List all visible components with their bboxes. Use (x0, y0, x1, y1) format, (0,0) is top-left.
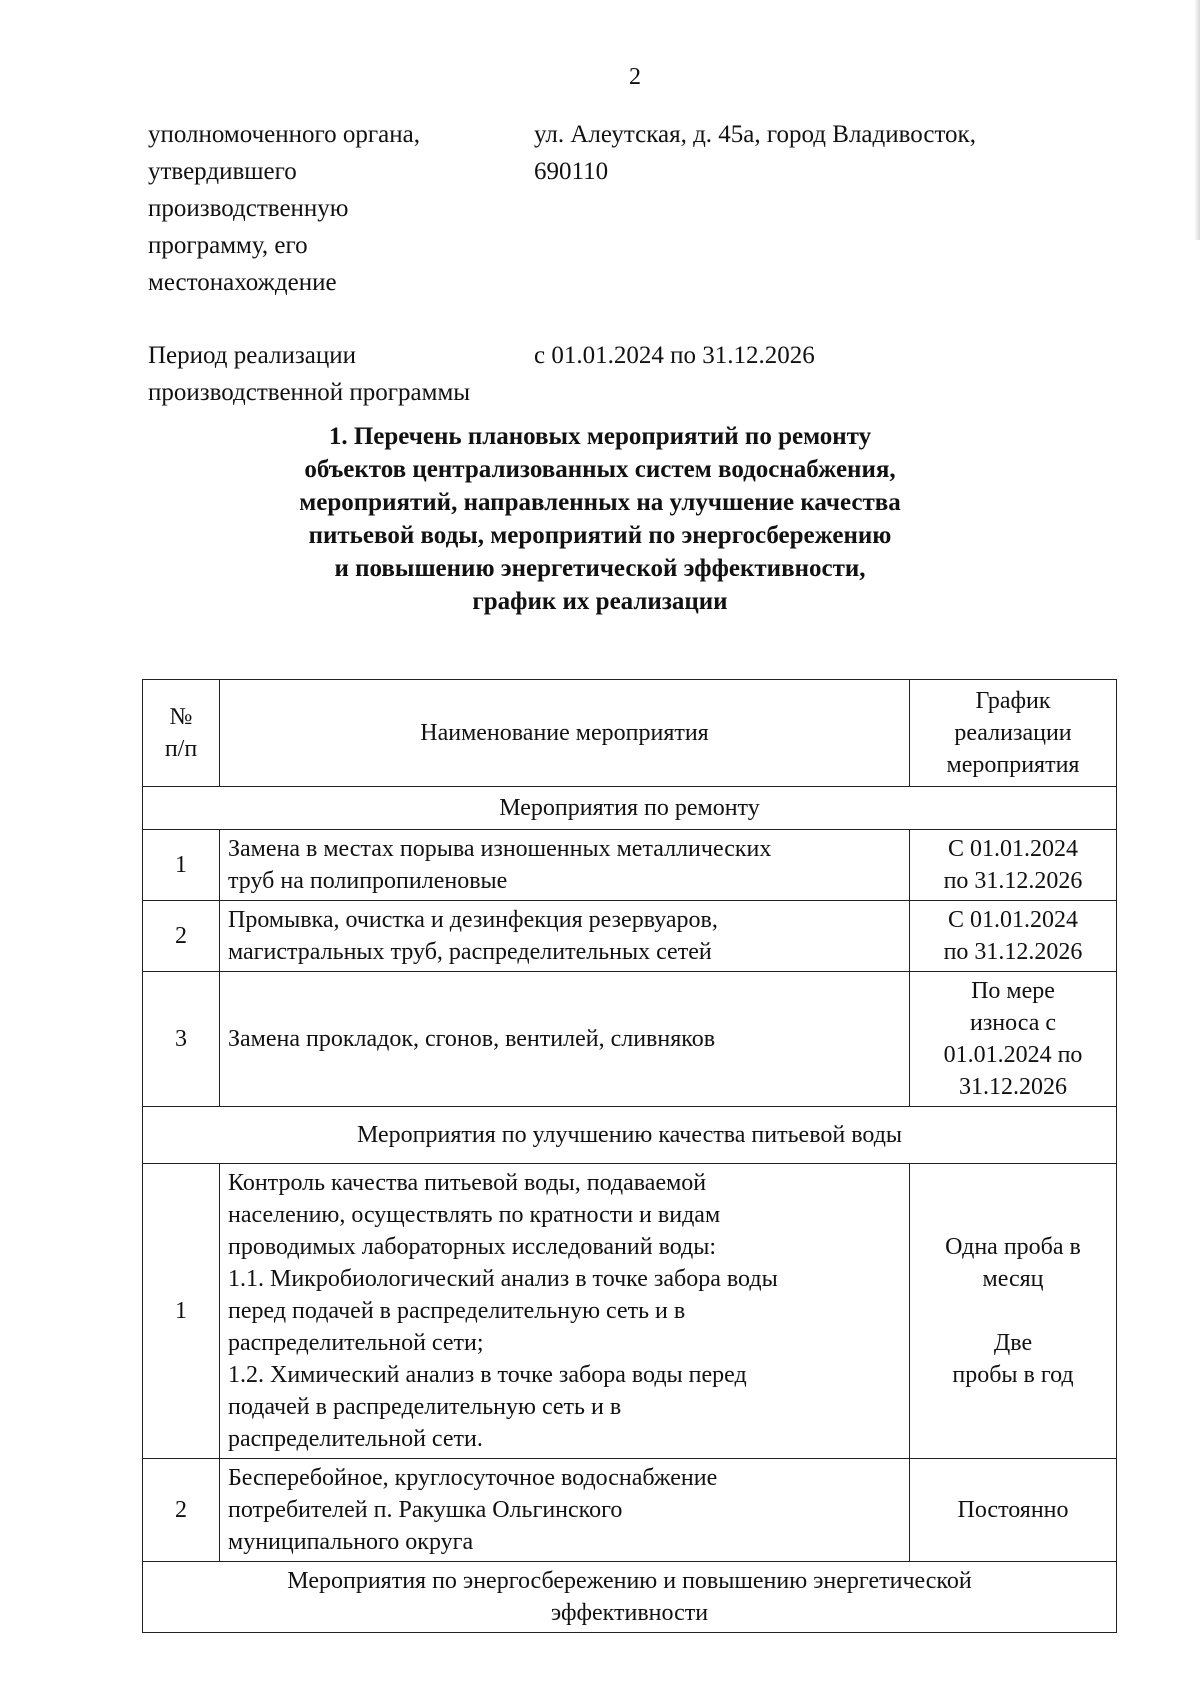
authority-block (148, 116, 1068, 301)
header-name: Наименование мероприятия (220, 680, 910, 787)
section-title: 1. Перечень плановых мероприятий по ремонту объектов централизованных систем водоснабжения, мероприятий, направленных на улучшение качества питьевой воды, мероприятий по энергосбережению и повышению энергетической эффективности, график их реализации (299, 423, 901, 615)
row-schedule: Постоянно (910, 1459, 1117, 1562)
scan-edge-shadow (1194, 0, 1200, 240)
row-num: 2 (143, 1459, 220, 1562)
table-header-row (143, 680, 1117, 787)
row-name: Контроль качества питьевой воды, подаваемой населению, осуществлять по кратности и видам проводимых лабораторных исследований воды: 1.1. Микробиологический анализ в точке забора воды перед подачей в распределительную сеть и в распределительной сети; 1.2. Химический анализ в точке забора воды перед подачей в распределительную сеть и в распределительной сети. (220, 1164, 910, 1459)
group-row-energy (143, 1562, 1117, 1633)
group-title: Мероприятия по улучшению качества питьевой воды (143, 1107, 1117, 1164)
table-row (143, 1164, 1117, 1459)
row-name: Бесперебойное, круглосуточное водоснабжение потребителей п. Ракушка Ольгинского муниципального округа (220, 1459, 910, 1562)
row-num: 2 (143, 901, 220, 972)
period-value: с 01.01.2024 по 31.12.2026 (534, 342, 815, 369)
measures-table (142, 679, 1117, 1633)
group-row-water-quality (143, 1107, 1117, 1164)
row-name: Замена в местах порыва изношенных металлических труб на полипропиленовые (220, 830, 910, 901)
table-row (143, 830, 1117, 901)
table-row (143, 901, 1117, 972)
row-num: 1 (143, 1164, 220, 1459)
row-schedule: С 01.01.2024 по 31.12.2026 (910, 830, 1117, 901)
row-schedule: По мере износа с 01.01.2024 по 31.12.2026 (910, 972, 1117, 1107)
group-title: Мероприятия по ремонту (143, 787, 1117, 830)
schedule-spacer (918, 1295, 1108, 1327)
period-block (148, 337, 1068, 411)
page-number: 2 (629, 64, 641, 90)
row-schedule: С 01.01.2024 по 31.12.2026 (910, 901, 1117, 972)
authority-label: уполномоченного органа, утвердившего производственную программу, его местонахождение (148, 121, 420, 296)
group-title: Мероприятия по энергосбережению и повышению энергетической эффективности (143, 1562, 1117, 1633)
row-name: Замена прокладок, сгонов, вентилей, сливняков (220, 972, 910, 1107)
table-row (143, 972, 1117, 1107)
header-num: № п/п (143, 680, 220, 787)
group-row-repair (143, 787, 1117, 830)
row-name: Промывка, очистка и дезинфекция резервуаров, магистральных труб, распределительных сетей (220, 901, 910, 972)
table-row (143, 1459, 1117, 1562)
row-num: 1 (143, 830, 220, 901)
header-schedule: График реализации мероприятия (910, 680, 1117, 787)
row-num: 3 (143, 972, 220, 1107)
row-schedule: Одна проба в месяц Две пробы в год (910, 1164, 1117, 1459)
authority-address: ул. Алеутская, д. 45а, город Владивосток, 690110 (534, 121, 976, 185)
period-label: Период реализации производственной программы (148, 342, 471, 406)
